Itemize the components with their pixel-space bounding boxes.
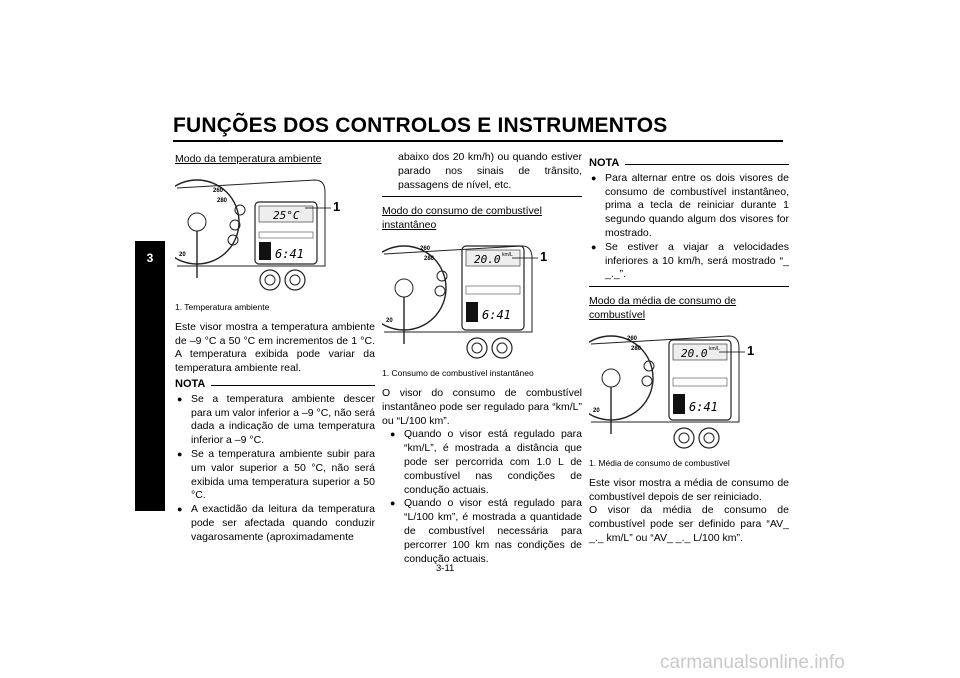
- svg-text:260: 260: [213, 187, 224, 194]
- section-heading-average-consumption: Modo da média de consumo de combustível: [589, 295, 737, 321]
- svg-text:20: 20: [179, 251, 186, 258]
- svg-text:20: 20: [593, 407, 600, 414]
- nota-end-rule: [382, 196, 582, 197]
- bullet-item: ● Quando o visor está regulado para “L/100 km”, é mostrada a quantidade de combustível necessária para percorrer 100 km nas condições de condução actuais.: [390, 497, 582, 565]
- bullet-item: ● Se a temperatura ambiente subir para um valor superior a 50 °C, não será exibida uma temperatura superior a 50 °C.: [177, 447, 375, 502]
- section-heading-temperature: Modo da temperatura ambiente: [175, 153, 322, 165]
- svg-text:280: 280: [424, 255, 435, 262]
- column-3: [589, 151, 789, 546]
- callout-number: 1: [540, 248, 548, 264]
- chapter-number: 3: [146, 251, 154, 265]
- nota-label: NOTA: [589, 157, 620, 169]
- svg-text:20: 20: [386, 317, 393, 324]
- clock-readout: 6:41: [275, 246, 304, 261]
- bullet-dot-icon: ●: [177, 393, 183, 404]
- instrument-cluster-figure: [382, 236, 582, 366]
- bullet-item: ● Se a temperatura ambiente descer para um valor inferior a –9 °C, não será dada a indicação de uma temperatura inferior a –9 °C.: [177, 392, 375, 447]
- nota-header: [589, 157, 789, 171]
- bullet-dot-icon: ●: [177, 448, 183, 459]
- continued-bullet-text: abaixo dos 20 km/h) ou quando estiver parado nos sinais de trânsito, passagens de nível, etc.: [398, 151, 582, 191]
- watermark: carmanualsonline.info: [660, 652, 845, 673]
- consumption-unit: km/L: [502, 251, 513, 258]
- temperature-readout: 25°C: [273, 208, 300, 222]
- svg-text:260: 260: [627, 335, 638, 342]
- bullet-item: ● Se estiver a viajar a velocidades inferiores a 10 km/h, será mostrado “_ _._”.: [591, 240, 789, 281]
- consumption-readout: 20.0: [474, 252, 501, 266]
- bullet-dot-icon: ●: [591, 172, 597, 183]
- bullet-dot-icon: ●: [177, 504, 183, 515]
- body-text: O visor do consumo de combustível instantâneo pode ser regulado para “km/L” ou “L/100 km”.: [382, 386, 582, 427]
- bullet-dot-icon: ●: [390, 429, 396, 440]
- column-1: [175, 153, 375, 545]
- svg-text:260: 260: [420, 245, 431, 252]
- clock-readout: 6:41: [689, 399, 718, 414]
- instrument-cluster-figure: [589, 326, 789, 456]
- cluster-drawing: [589, 326, 789, 456]
- bullet-dot-icon: ●: [390, 498, 396, 509]
- svg-text:280: 280: [631, 345, 642, 352]
- section-heading-instant-consumption: Modo do consumo de combustível instantâneo: [382, 205, 542, 232]
- body-text: Este visor mostra a média de consumo de combustível depois de ser reiniciado.: [589, 476, 789, 503]
- title-rule: [173, 140, 783, 142]
- nota-header: [175, 378, 375, 392]
- bullet-item: ● A exactidão da leitura da temperatura pode ser afectada quando conduzir vagarosamente (aproximadamente: [177, 503, 375, 543]
- figure-caption: 1. Consumo de combustível instantâneo: [382, 367, 534, 378]
- svg-text:280: 280: [217, 197, 228, 204]
- page-title: FUNÇÕES DOS CONTROLOS E INSTRUMENTOS: [173, 114, 668, 137]
- column-2: [382, 151, 582, 566]
- bullet-item: ● Para alternar entre os dois visores de consumo de combustível instantâneo, prima a tecla de reiniciar durante 1 segundo quando algum dos visores for mostrado.: [591, 171, 789, 239]
- average-consumption-readout: 20.0: [681, 346, 708, 360]
- cluster-drawing: [382, 236, 582, 366]
- bullet-item: ● Quando o visor está regulado para “km/L”, é mostrada a distância que pode ser percorrida com 1.0 L de combustível nas condições de condução actuais.: [390, 428, 582, 496]
- figure-caption: 1. Média de consumo de combustível: [589, 457, 730, 468]
- chapter-tab: [135, 241, 165, 511]
- nota-end-rule: [589, 286, 789, 287]
- clock-readout: 6:41: [482, 307, 511, 322]
- nota-label: NOTA: [175, 377, 206, 390]
- consumption-unit: km/L: [709, 345, 720, 352]
- cluster-drawing: [175, 170, 375, 300]
- callout-number: 1: [333, 198, 341, 214]
- page-number: 3-11: [436, 563, 455, 574]
- figure-caption: 1. Temperatura ambiente: [175, 301, 270, 312]
- instrument-cluster-figure: [175, 170, 375, 300]
- body-text: Este visor mostra a temperatura ambiente de –9 °C a 50 °C em incrementos de 1 °C. A temperatura exibida pode variar da temperatura ambiente real.: [175, 320, 375, 375]
- bullet-dot-icon: ●: [591, 241, 597, 252]
- callout-number: 1: [747, 342, 755, 358]
- body-text: O visor da média de consumo de combustível pode ser definido para “AV_ _._ km/L” ou “AV_ _._ L/100 km”.: [589, 504, 789, 544]
